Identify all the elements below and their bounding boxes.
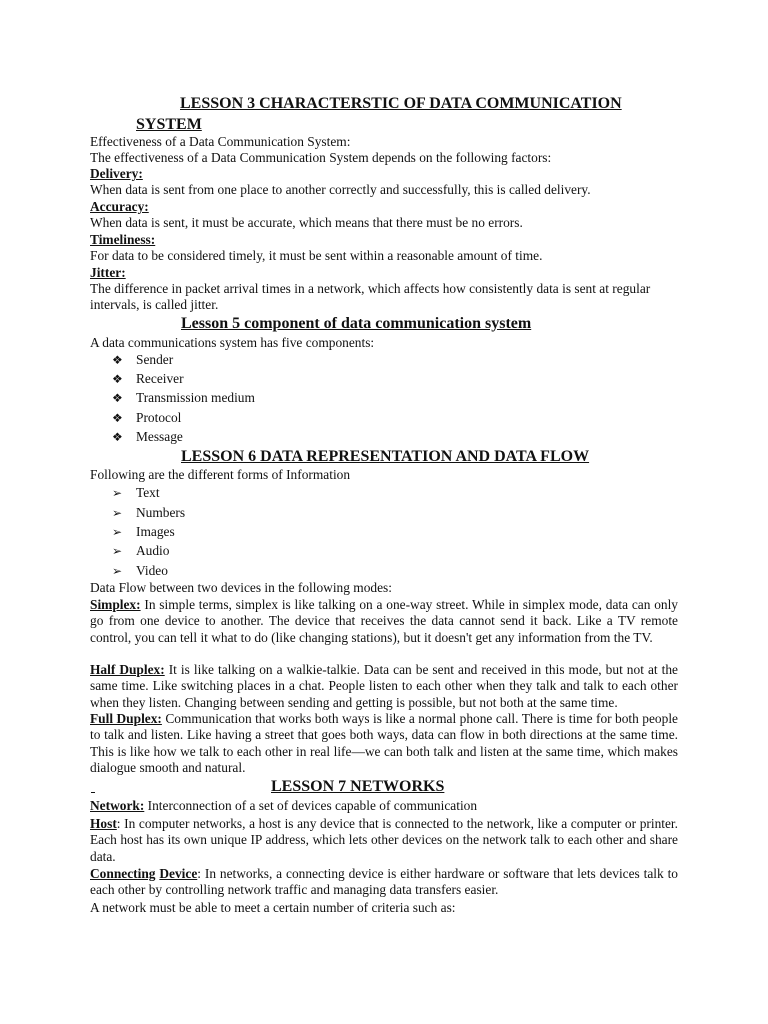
criteria-text: A network must be able to meet a certain number of criteria such as: [90,900,456,915]
host-heading: Host [90,816,117,831]
list-item [112,352,173,368]
list-item [112,485,160,501]
arrow-bullet-icon: ➢ [112,544,123,558]
timeliness-heading: Timeliness: [90,232,156,247]
lesson7-title: LESSON 7 NETWORKS [271,778,445,795]
component-label: Transmission medium [136,390,255,405]
arrow-bullet-icon: ➢ [112,506,123,520]
underline-mark [91,792,95,793]
form-label: Text [136,485,160,500]
accuracy-text: When data is sent, it must be accurate, which means that there must be no errors. [90,215,523,230]
arrow-bullet-icon: ➢ [112,486,123,500]
network-heading: Network: [90,798,145,813]
host-text: : In computer networks, a host is any device that is connected to the network, like a computer or printer. Each host has its own unique IP address, which lets other devices on the network talk to each other and share data. [90,816,678,864]
diamond-bullet-icon: ❖ [112,430,123,444]
arrow-bullet-icon: ➢ [112,564,123,578]
simplex-heading: Simplex: [90,597,141,612]
arrow-bullet-icon: ➢ [112,525,123,539]
host-paragraph [90,816,678,865]
form-label: Numbers [136,505,186,520]
full-duplex-paragraph [90,711,678,776]
timeliness-text: For data to be considered timely, it must be sent within a reasonable amount of time. [90,248,543,263]
network-text: Interconnection of a set of devices capable of communication [144,798,478,813]
data-flow-intro: Data Flow between two devices in the following modes: [90,580,392,595]
connecting-heading: Connecting [90,866,156,881]
list-item [112,390,255,406]
diamond-bullet-icon: ❖ [112,353,123,367]
diamond-bullet-icon: ❖ [112,411,123,425]
device-heading: Device [159,866,198,881]
lesson3-title-line1: LESSON 3 CHARACTERSTIC OF DATA COMMUNICATION [180,95,622,112]
jitter-text-line1: The difference in packet arrival times in a network, which affects how consistently data is sent at regular [90,281,651,296]
network-paragraph [90,798,678,814]
connecting-device-text: : In networks, a connecting device is either hardware or software that lets devices talk to each other by controlling network traffic and managing data transfers easier. [90,866,678,898]
simplex-text: In simple terms, simplex is like talking on a one-way street. While in simplex mode, data can only go from one device to another. The device that receives the data cannot send it back. Like a TV remote control, you can tell it what to do (like changing stations), but it doesn't get any information from the TV. [90,597,678,645]
lesson6-title: LESSON 6 DATA REPRESENTATION AND DATA FLOW [181,448,590,465]
list-item [112,429,183,445]
lesson5-title: Lesson 5 component of data communication system [181,315,532,332]
accuracy-heading: Accuracy: [90,199,149,214]
delivery-heading: Delivery: [90,166,143,181]
lesson6-intro: Following are the different forms of Information [90,467,351,482]
list-item [112,410,181,426]
delivery-text: When data is sent from one place to another correctly and successfully, this is called delivery. [90,182,591,197]
half-duplex-text: It is like talking on a walkie-talkie. Data can be sent and received in this mode, but not at the same time. Like switching places in a chat. People listen to each other when they talk and talk to each other when they listen. Changing between sending and getting is possible, but not both at the same time. [90,662,678,710]
lesson3-intro2: The effectiveness of a Data Communication System depends on the following factors: [90,150,552,165]
list-item [112,371,184,387]
lesson3-intro1: Effectiveness of a Data Communication System: [90,134,351,149]
component-label: Sender [136,352,174,367]
list-item [112,524,175,540]
list-item [112,543,169,559]
component-label: Receiver [136,371,184,386]
component-label: Protocol [136,410,182,425]
component-label: Message [136,429,183,444]
lesson5-intro: A data communications system has five components: [90,335,375,350]
list-item [112,563,168,579]
diamond-bullet-icon: ❖ [112,372,123,386]
half-duplex-paragraph [90,662,678,711]
jitter-text-line2: intervals, is called jitter. [90,297,219,312]
lesson3-title-line2: SYSTEM [136,116,202,133]
diamond-bullet-icon: ❖ [112,391,123,405]
simplex-paragraph [90,597,678,646]
form-label: Images [136,524,175,539]
connecting-device-paragraph [90,866,678,899]
full-duplex-heading: Full Duplex: [90,711,162,726]
full-duplex-text: Communication that works both ways is like a normal phone call. There is time for both people to talk and listen. Like having a street that goes both ways, data can flow in both directions at the same time. This is like how we talk to each other in real life—we can both talk and listen at the same time, which makes dialogue smooth and natural. [90,711,678,775]
form-label: Video [136,563,168,578]
half-duplex-heading: Half Duplex: [90,662,165,677]
list-item [112,505,185,521]
form-label: Audio [136,543,170,558]
jitter-heading: Jitter: [90,265,126,280]
